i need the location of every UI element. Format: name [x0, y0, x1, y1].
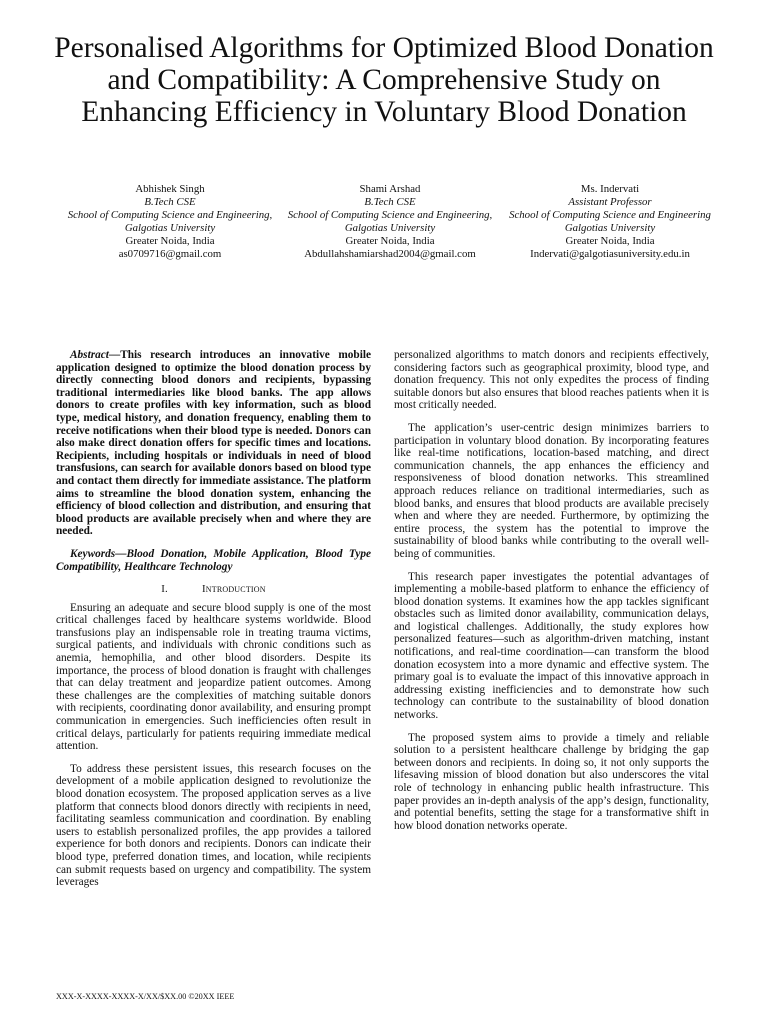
section-number: I. — [161, 583, 168, 596]
author-school: School of Computing Science and Engineering, — [287, 209, 493, 221]
author-name: Abhishek Singh — [135, 183, 205, 195]
body-paragraph: personalized algorithms to match donors and recipients effectively, considering factors such as geographical proximity, blood type, and donation frequency. This not only expedites the process of finding suitable donors but also ensures that blood reaches patients when it is most critically needed. — [394, 349, 709, 412]
copyright-footer: XXX-X-XXXX-XXXX-X/XX/$XX.00 ©20XX IEEE — [56, 992, 235, 1001]
author-email[interactable]: Indervati@galgotiasuniversity.edu.in — [530, 248, 690, 260]
author-role: B.Tech CSE — [144, 196, 196, 208]
author-block — [60, 183, 720, 261]
abstract — [56, 349, 371, 538]
abstract-lead: Abstract — [70, 349, 109, 361]
keywords: Keywords—Blood Donation, Mobile Application, Blood Type Compatibility, Healthcare Technology — [56, 547, 371, 573]
abstract-text: —This research introduces an innovative mobile application designed to optimize the blood donation process by directly connecting blood donors and recipients, bypassing traditional intermediaries like blood banks. The app allows donors to create profiles with key information, such as blood type, medical history, and donation frequency, enabling them to receive notifications when their blood type is needed. Donors can also make direct donation offers for specific times and locations. Recipients, including hospitals or individuals in need of blood transfusions, can search for available donors based on blood type and contact them directly for immediate assistance. The platform aims to streamline the blood donation system, enhancing the efficiency of blood collection and distribution, and ensuring that blood products are available precisely when and where they are needed. — [56, 349, 371, 538]
author-email[interactable]: as0709716@gmail.com — [118, 248, 222, 260]
right-column — [394, 349, 709, 842]
author-name: Ms. Indervati — [580, 183, 640, 195]
body-paragraph: This research paper investigates the potential advantages of implementing a mobile-based platform to enhance the efficiency of blood donation systems. It examines how the app tackles significant obstacles such as limited donor availability, communication delays, and logistical challenges. Additionally, the study explores how personalized features—such as algorithm-driven matching, instant notifications, and real-time coordination—can transform the blood donation ecosystem into a more dynamic and effective system. The primary goal is to evaluate the impact of this innovative approach in addressing existing inefficiencies and to demonstrate how such technology can contribute to the sustainability of blood donation networks. — [394, 570, 709, 722]
author-city: Greater Noida, India — [565, 235, 655, 247]
author-school: School of Computing Science and Engineering, — [67, 209, 273, 221]
author-1 — [60, 183, 280, 261]
author-school: School of Computing Science and Engineering — [509, 209, 711, 221]
author-2 — [280, 183, 500, 261]
body-paragraph: The application’s user-centric design minimizes barriers to participation in voluntary blood donation. By incorporating features like real-time notifications, location-based matching, and direct communication channels, the app enhances the efficiency and responsiveness of blood donation networks. This streamlined approach reduces reliance on traditional intermediaries, such as blood banks, and ensures that blood products are available precisely when and where they are needed. Furthermore, by optimizing the entire process, the system has the potential to improve the sustainability of blood banks while contributing to the overall well-being of communities. — [394, 421, 709, 560]
author-university: Galgotias University — [564, 222, 656, 234]
left-column — [56, 349, 371, 899]
author-role: Assistant Professor — [568, 196, 652, 208]
author-3 — [500, 183, 720, 261]
author-city: Greater Noida, India — [345, 235, 435, 247]
author-name: Shami Arshad — [359, 183, 421, 195]
author-city: Greater Noida, India — [125, 235, 215, 247]
author-university: Galgotias University — [344, 222, 436, 234]
section-heading — [56, 583, 371, 596]
section-title: Introduction — [201, 583, 266, 596]
author-email[interactable]: Abdullahshamiarshad2004@gmail.com — [304, 248, 476, 260]
body-paragraph: Ensuring an adequate and secure blood supply is one of the most critical challenges faced by healthcare systems worldwide. Blood transfusions play an indispensable role in treating trauma victims, surgical patients, and individuals with chronic conditions such as anemia, hemophilia, and other blood disorders. Despite its importance, the process of blood donation is fraught with challenges that can delay treatment and jeopardize patient outcomes. Among these challenges are the complexities of matching suitable donors with recipients, coordinating donor availability, and ensuring prompt communication in emergencies. Such inefficiencies often result in critical delays, particularly for patients requiring immediate medical attention. — [56, 601, 371, 753]
body-paragraph: The proposed system aims to provide a timely and reliable solution to a persistent healthcare challenge by bridging the gap between donors and recipients. In doing so, it not only supports the lifesaving mission of blood donation but also underscores the vital role of technology in enhancing public health infrastructure. This paper provides an in-depth analysis of the app’s design, functionality, and potential benefits, setting the stage for a transformative shift in how blood donation networks operate. — [394, 731, 709, 832]
paper-title: Personalised Algorithms for Optimized Blood Donation and Compatibility: A Comprehensive Study on Enhancing Efficiency in Voluntary Blood Donation — [54, 32, 714, 128]
body-paragraph: To address these persistent issues, this research focuses on the development of a mobile application designed to revolutionize the blood donation ecosystem. The proposed application serves as a live platform that connects blood donors directly with recipients in need, facilitating seamless communication and coordination. By enabling users to establish personalized profiles, the app provides a tailored experience for both donors and recipients. Donors can indicate their blood type, preferred donation times, and location, while recipients can submit requests based on urgency and compatibility. The system leverages — [56, 762, 371, 889]
author-university: Galgotias University — [124, 222, 216, 234]
author-role: B.Tech CSE — [364, 196, 416, 208]
